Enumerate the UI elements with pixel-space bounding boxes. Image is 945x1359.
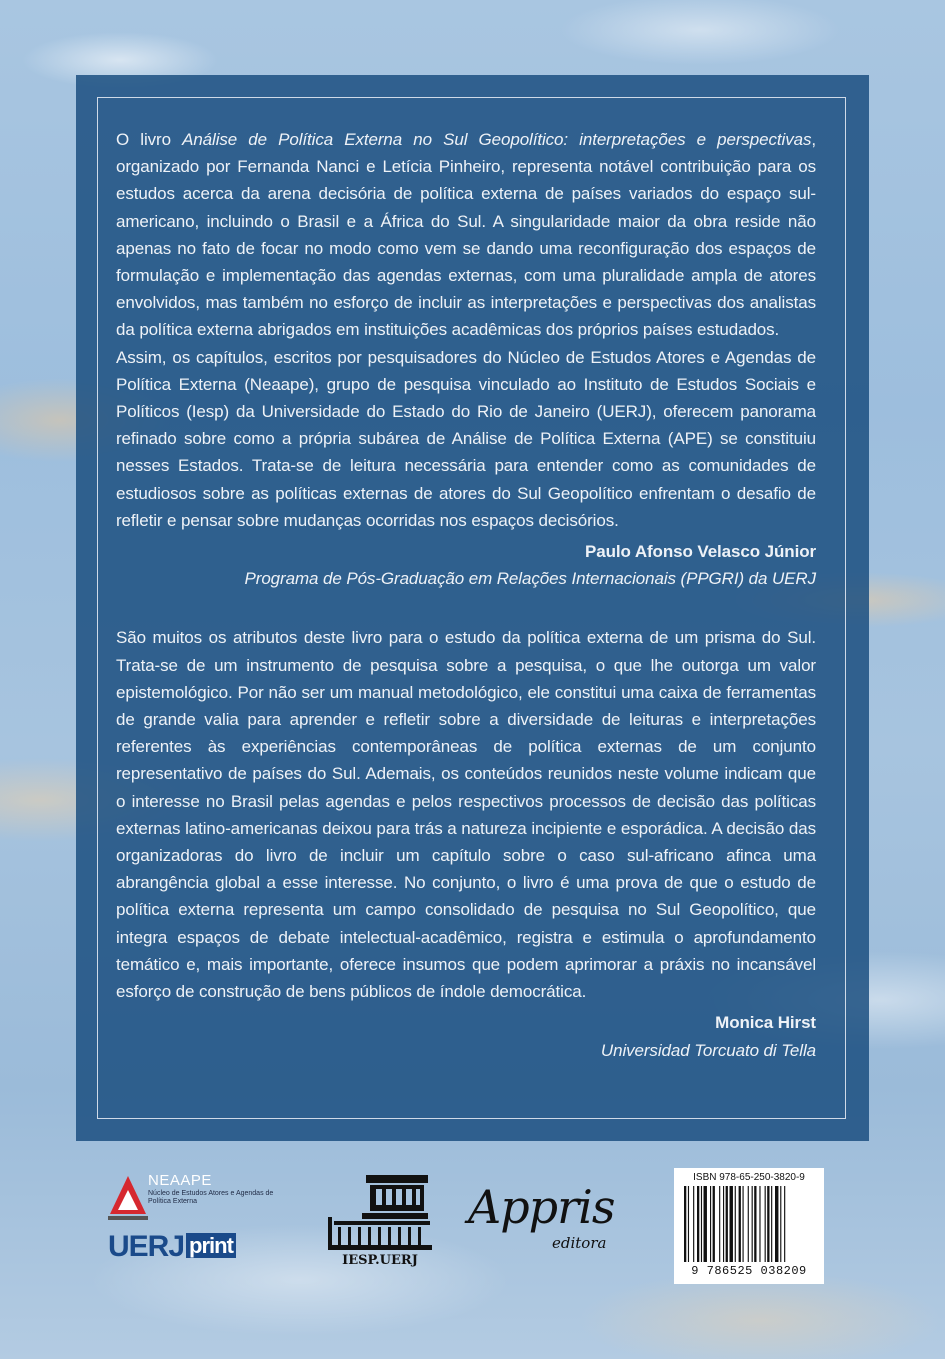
barcode-bars-icon bbox=[682, 1186, 816, 1264]
review2-paragraph: São muitos os atributos deste livro para o estudo da política externa de um prisma do Sul. Trata-se de um instrumento de pesquisa sobre a pesquisa, o que lhe outorga um valor epistemológico. Por não ser um manual metodológico, ele constitui uma caixa de ferramentas de grande valia para aprender e refletir sobre a diversidade de leituras e interpretações referentes às experiências contemporâneas de política externas de um conjunto representativo de países do Sul. Ademais, os conteúdos reunidos neste volume indicam que o interesse no Brasil pelas agendas e pelos respectivos processos de decisão das políticas externas latino-americanas deixou para trás a natureza incipiente e esporádica. A decisão das organizadoras do livro de incluir um capítulo sobre o caso sul-africano afinca uma abrangência global a esse interesse. No conjunto, o livro é uma prova de que o estudo de política externa representa um campo consolidado de pesquisa no Sul Geopolítico, que integra espaços de debate intelectual-acadêmico, registra e estimula o aprofundamento temático e, mais importante, oferece insumos que podem aprimorar a práxis no incansável esforço de construção de bens públicos de índole democrática. bbox=[116, 628, 816, 1002]
neaape-triangle-icon bbox=[108, 1174, 148, 1222]
review1-paragraph2: Assim, os capítulos, escritos por pesquisadores do Núcleo de Estudos Atores e Agendas de Política Externa (Neaape), grupo de pesquisa vinculado ao Instituto de Estudos Sociais e Políticos (Iesp) da Universidade do Estado do Rio de Janeiro (UERJ), oferecem panorama refinado sobre como a própria subárea de Análise de Política Externa (APE) se constituiu nesses Estados. Trata-se de leitura necessária para entender como as comunidades de estudiosos sobre as políticas externas de atores do Sul Geopolítico enfrentam o desafio de refletir e pensar sobre mudanças ocorridas nos espaços decisórios. bbox=[116, 347, 816, 530]
barcode-digits: 9 786525 038209 bbox=[691, 1264, 807, 1278]
review1-affiliation: Programa de Pós-Graduação em Relações Internacionais (PPGRI) da UERJ bbox=[244, 569, 816, 589]
isbn-label: ISBN 978-65-250-3820-9 bbox=[693, 1172, 805, 1183]
neaape-logo bbox=[108, 1168, 298, 1273]
appris-logo bbox=[468, 1174, 638, 1264]
barcode bbox=[674, 1168, 824, 1284]
uerj-print-logo bbox=[108, 1230, 236, 1264]
print-wordmark: print bbox=[186, 1233, 236, 1258]
review2-author: Monica Hirst bbox=[715, 1013, 816, 1033]
logo-strip bbox=[0, 1160, 945, 1280]
appris-wordmark: Appris bbox=[468, 1180, 615, 1234]
iesp-uerj-logo bbox=[326, 1173, 434, 1273]
review2-affiliation: Universidad Torcuato di Tella bbox=[600, 1040, 816, 1060]
back-cover-text bbox=[116, 126, 816, 1064]
uerj-wordmark: UERJ bbox=[108, 1230, 185, 1263]
review1-author: Paulo Afonso Velasco Júnior bbox=[585, 542, 816, 562]
building-icon bbox=[326, 1173, 434, 1251]
neaape-subtitle: Núcleo de Estudos Atores e Agendas de Política Externa bbox=[148, 1190, 274, 1205]
neaape-wordmark: NEAAPE bbox=[148, 1172, 212, 1189]
book-title: Análise de Política Externa no Sul Geopolítico: interpretações e perspectivas bbox=[182, 130, 812, 149]
appris-subtitle: editora bbox=[552, 1234, 607, 1252]
review1-paragraph1: O livro Análise de Política Externa no Sul Geopolítico: interpretações e perspectivas, organizado por Fernanda Nanci e Letícia Pinheiro, representa notável contribuição para os estudos acerca da arena decisória de política externa de países variados do espaço sul-americano, incluindo o Brasil e a África do Sul. A singularidade maior da obra reside não apenas no fato de focar no modo como vem se dando uma reconfiguração dos espaços de formulação e implementação das agendas externas, com uma pluralidade ampla de atores envolvidos, mas também no esforço de incluir as interpretações e perspectivas dos analistas da política externa abrigados em instituições acadêmicas dos próprios países estudados. bbox=[116, 130, 816, 340]
iesp-wordmark: IESP.UERJ bbox=[342, 1253, 418, 1268]
